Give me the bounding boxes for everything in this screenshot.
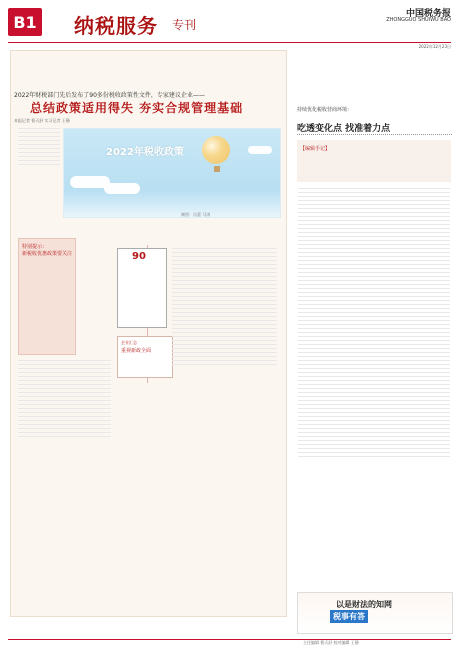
text-line — [298, 420, 450, 421]
text-line — [298, 188, 450, 189]
text-line — [298, 376, 450, 377]
text-line — [298, 232, 450, 233]
text-line — [298, 272, 450, 273]
text-line — [298, 404, 450, 405]
text-line — [298, 368, 450, 369]
text-line — [172, 312, 277, 313]
text-line — [18, 384, 111, 385]
text-line — [298, 224, 450, 225]
title-divider — [297, 134, 452, 136]
text-line — [172, 264, 277, 265]
section-box-subtitle: 重视新政全面 — [121, 348, 152, 354]
text-line — [172, 340, 277, 341]
text-line — [18, 152, 60, 153]
text-line — [298, 228, 450, 229]
text-line — [298, 292, 450, 293]
text-line — [298, 236, 450, 237]
text-line — [18, 428, 111, 429]
text-line — [298, 320, 450, 321]
text-line — [298, 388, 450, 389]
text-line — [172, 308, 277, 309]
text-line — [18, 128, 60, 129]
text-line — [18, 360, 111, 361]
text-line — [18, 144, 60, 145]
text-line — [18, 396, 111, 397]
text-line — [172, 284, 277, 285]
text-line — [18, 400, 111, 401]
section-box-title: 企业汇总 — [121, 340, 137, 345]
text-line — [298, 432, 450, 433]
text-line — [298, 264, 450, 265]
text-line — [172, 364, 277, 365]
text-line — [298, 352, 450, 353]
text-line — [18, 392, 111, 393]
text-line — [172, 348, 277, 349]
text-line — [18, 416, 111, 417]
ad-subtitle: 税事有答 — [330, 610, 368, 623]
text-line — [172, 356, 277, 357]
section-badge: B1 — [8, 8, 42, 36]
text-line — [298, 256, 450, 257]
left-lower-text-column — [18, 360, 111, 440]
text-line — [298, 380, 450, 381]
text-line — [172, 336, 277, 337]
paper-english-name: ZHONGGUO SHUIWU BAO — [386, 17, 451, 23]
text-line — [172, 248, 277, 249]
text-line — [18, 376, 111, 377]
highlight-box-subtitle: 新税收优惠政策要关注 — [22, 251, 73, 257]
text-line — [18, 412, 111, 413]
text-line — [172, 300, 277, 301]
text-line — [172, 288, 277, 289]
right-title: 吃透变化点 找准着力点 — [297, 124, 391, 134]
footer-text: 主任编辑 曹天舒 校对编辑 王静 — [303, 640, 359, 645]
hero-credit: 制图：冯蕾 马涛 — [181, 212, 211, 217]
cloud-icon — [248, 146, 272, 154]
text-line — [298, 252, 450, 253]
article-headline: 总结政策适用得失 夯实合规管理基础 — [30, 101, 244, 115]
text-line — [298, 332, 450, 333]
masthead-rule — [8, 42, 451, 43]
text-line — [298, 196, 450, 197]
text-line — [298, 276, 450, 277]
text-line — [298, 448, 450, 449]
left-text-column — [18, 128, 60, 168]
text-line — [298, 212, 450, 213]
cloud-icon — [104, 183, 140, 194]
text-line — [298, 360, 450, 361]
editor-note-label: 【编辑手记】 — [300, 146, 331, 152]
text-line — [172, 252, 277, 253]
text-line — [298, 300, 450, 301]
section-title: 纳税服务 — [74, 14, 158, 38]
text-line — [298, 316, 450, 317]
text-line — [172, 344, 277, 345]
text-line — [298, 244, 450, 245]
text-line — [18, 372, 111, 373]
text-line — [298, 240, 450, 241]
text-line — [172, 304, 277, 305]
text-line — [18, 164, 60, 165]
text-line — [18, 404, 111, 405]
issue-date: 2022年12月23日 — [418, 44, 451, 49]
article-kicker: 2022年财税部门先后发布了90多份税收政策性文件，专家建议企业—— — [14, 92, 205, 99]
text-line — [298, 312, 450, 313]
text-line — [298, 436, 450, 437]
text-line — [298, 260, 450, 261]
text-line — [298, 384, 450, 385]
text-line — [18, 408, 111, 409]
text-line — [18, 368, 111, 369]
text-line — [298, 220, 450, 221]
text-line — [298, 428, 450, 429]
text-line — [172, 360, 277, 361]
text-line — [18, 380, 111, 381]
text-line — [172, 256, 277, 257]
text-line — [298, 248, 450, 249]
text-line — [18, 432, 111, 433]
text-line — [298, 392, 450, 393]
text-line — [298, 288, 450, 289]
center-text-column — [172, 248, 277, 368]
text-line — [298, 344, 450, 345]
text-line — [298, 328, 450, 329]
text-line — [298, 284, 450, 285]
section-subtitle: 专刊 — [172, 18, 197, 32]
text-line — [172, 332, 277, 333]
text-line — [298, 396, 450, 397]
text-line — [172, 292, 277, 293]
text-line — [172, 276, 277, 277]
text-line — [298, 408, 450, 409]
text-line — [298, 456, 450, 457]
text-line — [172, 324, 277, 325]
text-line — [172, 352, 277, 353]
text-line — [18, 424, 111, 425]
text-line — [298, 440, 450, 441]
text-line — [172, 272, 277, 273]
footer-rule — [8, 639, 451, 640]
text-line — [298, 208, 450, 209]
text-line — [172, 320, 277, 321]
highlight-box-title: 特别提示： — [22, 244, 48, 250]
text-line — [172, 316, 277, 317]
text-line — [298, 340, 450, 341]
text-line — [298, 280, 450, 281]
text-line — [298, 304, 450, 305]
text-line — [298, 308, 450, 309]
text-line — [172, 268, 277, 269]
text-line — [298, 412, 450, 413]
center-highlight-number: 90 — [132, 251, 146, 262]
text-line — [298, 200, 450, 201]
hot-air-balloon-icon — [202, 136, 230, 164]
text-line — [172, 328, 277, 329]
text-line — [298, 372, 450, 373]
text-line — [298, 268, 450, 269]
text-line — [298, 356, 450, 357]
text-line — [298, 336, 450, 337]
ad-title: 以是财法的知网 — [336, 599, 392, 609]
text-line — [172, 280, 277, 281]
article-byline: 本报记者 曹天舒 实习记者 王静 — [14, 118, 70, 123]
right-kicker: 持续优化税收营商环境： — [297, 107, 353, 113]
text-line — [298, 324, 450, 325]
text-line — [298, 192, 450, 193]
text-line — [298, 348, 450, 349]
text-line — [18, 160, 60, 161]
text-line — [18, 148, 60, 149]
text-line — [298, 424, 450, 425]
text-line — [298, 400, 450, 401]
text-line — [172, 296, 277, 297]
text-line — [172, 260, 277, 261]
text-line — [18, 436, 111, 437]
text-line — [298, 452, 450, 453]
text-line — [18, 156, 60, 157]
text-line — [298, 216, 450, 217]
text-line — [298, 444, 450, 445]
text-line — [298, 204, 450, 205]
text-line — [18, 364, 111, 365]
text-line — [298, 296, 450, 297]
paper-name: 中国税务报 — [405, 9, 451, 19]
hero-caption: 2022年税收政策 — [106, 147, 184, 158]
right-text-column — [298, 188, 450, 460]
text-line — [18, 140, 60, 141]
text-line — [18, 420, 111, 421]
text-line — [18, 136, 60, 137]
text-line — [298, 416, 450, 417]
text-line — [298, 364, 450, 365]
text-line — [18, 388, 111, 389]
balloon-basket-icon — [214, 166, 220, 172]
text-line — [18, 132, 60, 133]
hero-illustration — [63, 128, 281, 218]
